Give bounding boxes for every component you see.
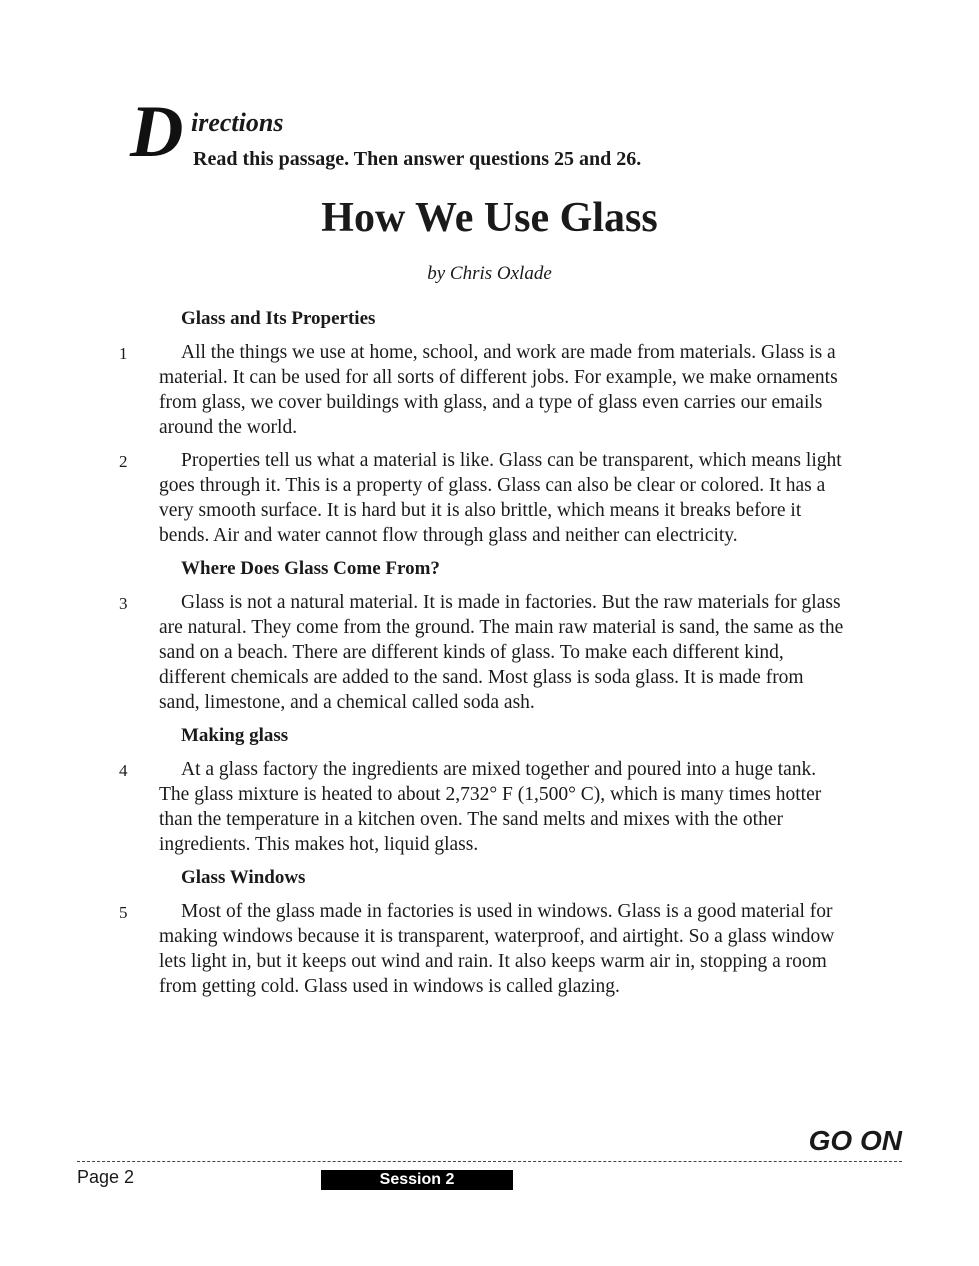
page-number: Page 2 [77, 1167, 135, 1187]
passage-byline: by Chris Oxlade [427, 263, 552, 284]
session-badge: Session 2 [321, 1170, 513, 1190]
paragraph [0, 590, 979, 715]
section-heading: Making glass [181, 725, 289, 746]
directions-drop-cap: D [130, 91, 184, 173]
directions-instruction: Read this passage. Then answer questions 25 and 26. [193, 148, 642, 170]
section-heading: Glass and Its Properties [181, 308, 376, 329]
section-heading: Where Does Glass Come From? [181, 558, 440, 579]
footer-divider [77, 1161, 902, 1162]
section-heading: Glass Windows [181, 867, 306, 888]
directions-word: irections [191, 108, 284, 137]
passage-title: How We Use Glass [321, 195, 658, 241]
paragraph [0, 340, 979, 440]
paragraph-number: 1 [119, 344, 128, 363]
go-on-label: GO ON [808, 1125, 902, 1156]
paragraph [0, 899, 979, 999]
paragraph-text: Properties tell us what a material is like. Glass can be transparent, which means light goes through it. This is a property of glass. Glass can also be clear or colored. It has a very smooth surface. It is hard but it is also brittle, which means it breaks before it bends. Air and water cannot flow through glass and neither can electricity. [159, 450, 842, 546]
paragraph-text: Glass is not a natural material. It is made in factories. But the raw materials for glass are natural. They come from the ground. The main raw material is sand, the same as the sand on a beach. There are different kinds of glass. To make each different kind, different chemicals are added to the sand. Most glass is soda glass. It is made from sand, limestone, and a chemical called soda ash. [159, 592, 844, 713]
paragraph [0, 448, 979, 548]
paragraph-number: 4 [119, 761, 128, 780]
directions-header [130, 91, 830, 173]
paragraph-number: 3 [119, 594, 128, 613]
paragraph-text: Most of the glass made in factories is used in windows. Glass is a good material for making windows because it is transparent, waterproof, and airtight. So a glass window lets light in, but it keeps out wind and rain. It also keeps warm air in, stopping a room from getting cold. Glass used in windows is called glazing. [159, 901, 835, 997]
paragraph-number: 5 [119, 903, 128, 922]
passage-body [0, 306, 979, 1007]
paragraph-number: 2 [119, 452, 128, 471]
paragraph-text: All the things we use at home, school, and work are made from materials. Glass is a material. It can be used for all sorts of different jobs. For example, we make ornaments from glass, we cover buildings with glass, and a type of glass even carries our emails around the world. [159, 342, 838, 438]
paragraph [0, 757, 979, 857]
paragraph-text: At a glass factory the ingredients are mixed together and poured into a huge tank. The glass mixture is heated to about 2,732° F (1,500° C), which is many times hotter than the temperature in a kitchen oven. The sand melts and mixes with the other ingredients. This makes hot, liquid glass. [159, 759, 822, 855]
